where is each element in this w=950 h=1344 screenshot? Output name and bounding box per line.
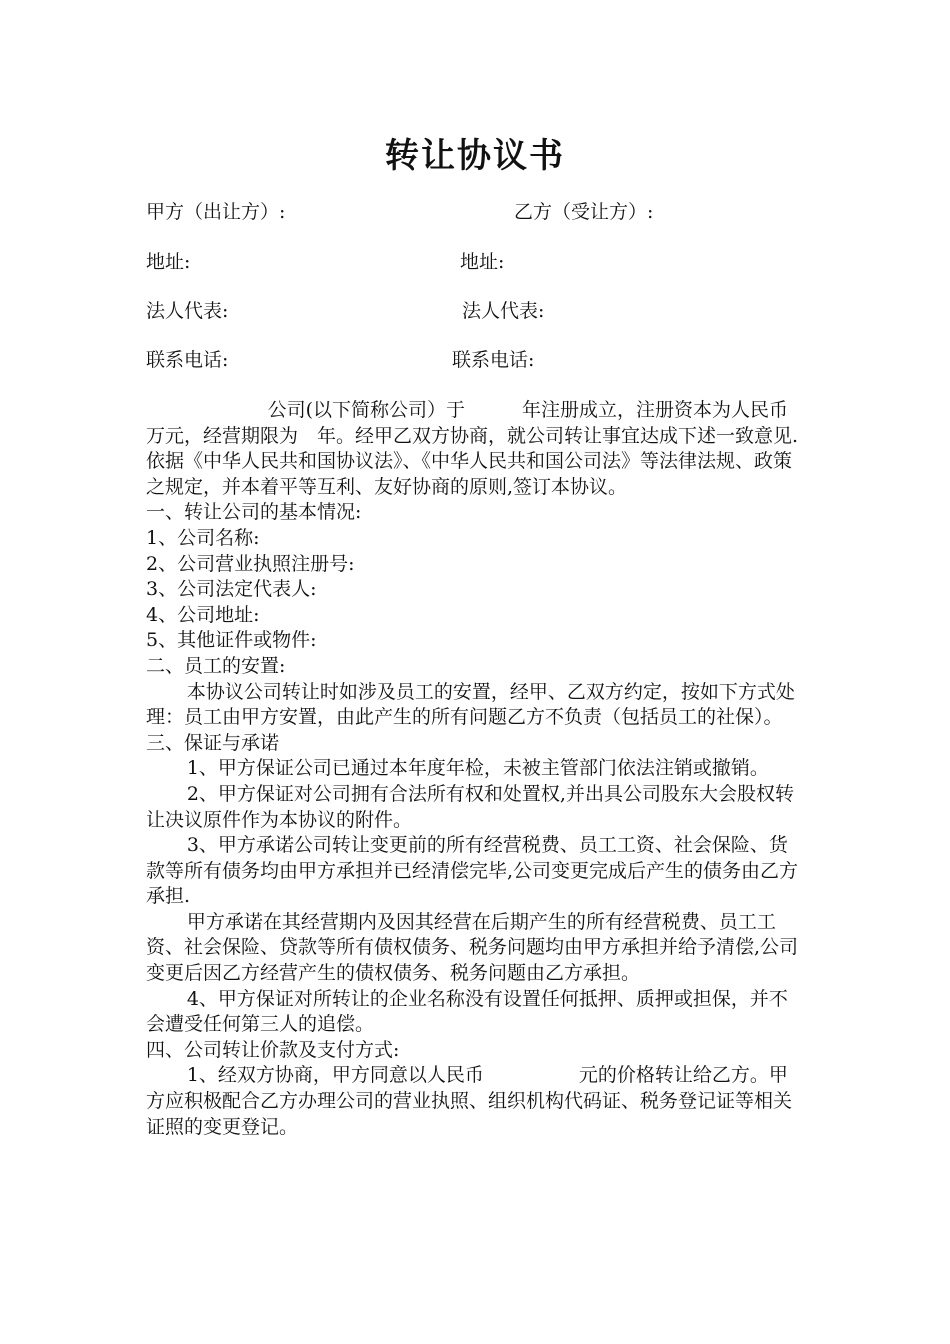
- employee-placement-paragraph: 本协议公司转让时如涉及员工的安置，经甲、乙双方约定，按如下方式处理：员工由甲方安置，由此产生的所有问题乙方不负责（包括员工的社保）。: [146, 680, 795, 729]
- list-item-company-name: 1、公司名称:: [146, 526, 260, 549]
- guarantee-item-1: 1、甲方保证公司已通过本年度年检，未被主管部门依法注销或撤销。: [186, 757, 769, 780]
- phone-a-label: 联系电话:: [146, 349, 229, 371]
- guarantee-item-3-continued: 甲方承诺在其经营期内及因其经营在后期产生的所有经营税费、员工工资、社会保险、贷款等所有债权债务、税务问题均由甲方承担并给予清偿,公司变更后因乙方经营产生的债权债务、税务问题由乙方承担。: [146, 910, 799, 985]
- party-a-label: 甲方（出让方）:: [146, 201, 286, 223]
- agreement-body: [146, 398, 827, 1140]
- document-title: 转让协议书: [385, 136, 565, 176]
- guarantee-item-2: 2、甲方保证对公司拥有合法所有权和处置权,并出具公司股东大会股权转让决议原件作为本协议的附件。: [146, 782, 794, 831]
- list-item-license-number: 2、公司营业执照注册号:: [146, 552, 355, 575]
- guarantee-item-3: 3、甲方承诺公司转让变更前的所有经营税费、员工工资、社会保险、货款等所有债务均由甲方承担并已经清偿完毕,公司变更完成后产生的债务由乙方承担.: [146, 834, 799, 908]
- section-heading-guarantees: 三、保证与承诺: [146, 731, 280, 754]
- address-b-label: 地址:: [460, 251, 505, 273]
- payment-item-1: 1、经双方协商，甲方同意以人民币 元的价格转让给乙方。甲方应积极配合乙方办理公司的营业执照、组织机构代码证、税务登记证等相关证照的变更登记。: [146, 1064, 793, 1138]
- legal-rep-b-label: 法人代表:: [462, 300, 545, 322]
- intro-paragraph: 公司(以下简称公司）于 年注册成立，注册资本为人民币 万元，经营期限为 年。经甲乙双方协商，就公司转让事宜达成下述一致意见.依据《中华人民共和国协议法》、《中华人民共和国公司法》等法律法规、政策之规定，并本着平等互利、友好协商的原则,签订本协议。: [146, 399, 827, 498]
- address-a-label: 地址:: [146, 251, 191, 273]
- section-heading-basic-info: 一、转让公司的基本情况:: [146, 501, 362, 524]
- section-heading-payment: 四、公司转让价款及支付方式:: [146, 1038, 400, 1061]
- section-heading-employees: 二、员工的安置:: [146, 654, 286, 677]
- legal-rep-a-label: 法人代表:: [146, 300, 229, 322]
- list-item-other-documents: 5、其他证件或物件:: [146, 629, 317, 652]
- guarantee-item-4: 4、甲方保证对所转让的企业名称没有设置任何抵押、质押或担保，并不会遭受任何第三人的追偿。: [146, 987, 788, 1036]
- list-item-company-address: 4、公司地址:: [146, 603, 260, 626]
- phone-b-label: 联系电话:: [452, 349, 535, 371]
- party-b-label: 乙方（受让方）:: [514, 201, 654, 223]
- list-item-legal-representative: 3、公司法定代表人:: [146, 578, 317, 601]
